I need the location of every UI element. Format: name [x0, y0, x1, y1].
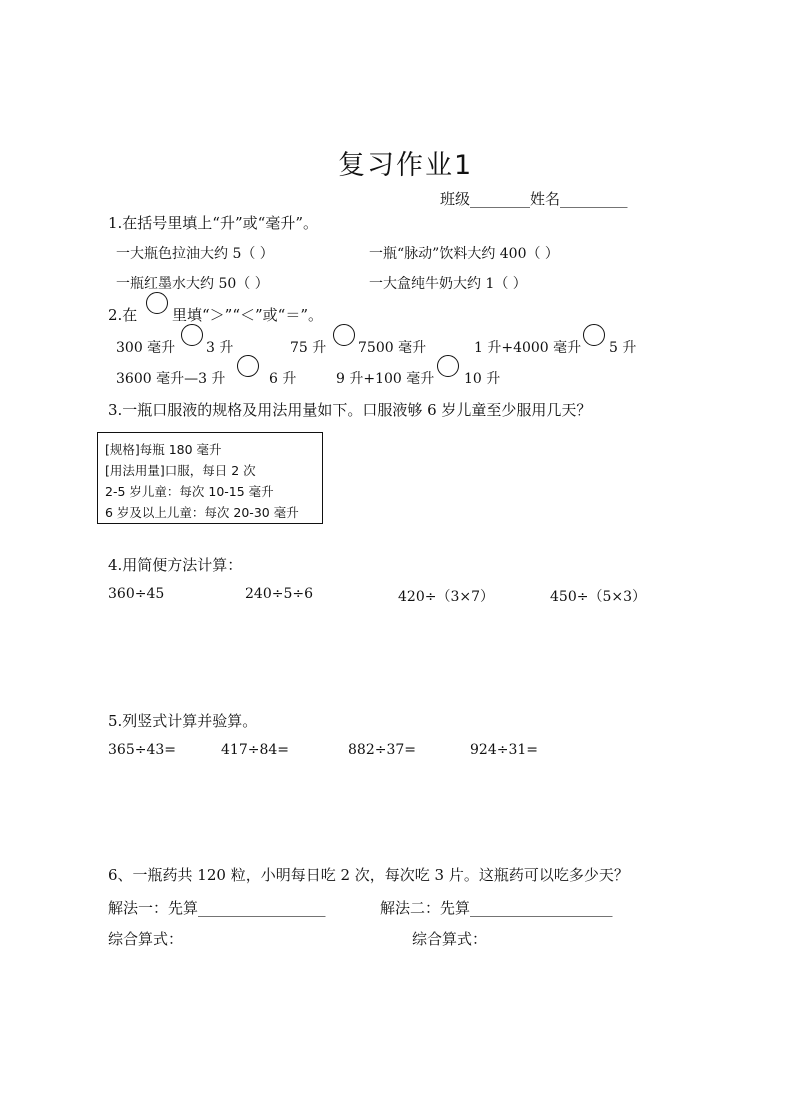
q5-item-4: 924÷31= [470, 742, 538, 758]
answer-circle-icon[interactable] [237, 355, 259, 377]
q2-r1-b: 3 升 [206, 340, 234, 356]
q5-item-2: 417÷84= [221, 742, 289, 758]
q1-item-3: 一瓶红墨水大约 50（ ） [116, 276, 269, 292]
q5-item-1: 365÷43= [108, 742, 176, 758]
q4-heading: 4.用简便方法计算： [108, 556, 243, 574]
answer-circle-icon[interactable] [333, 324, 355, 346]
q4-item-3: 420÷（3×7） [398, 589, 494, 605]
class-name-line: 班级________姓名_________ [440, 190, 628, 208]
page-title: 复习作业1 [338, 150, 474, 181]
q2-r1-e: 1 升+4000 毫升 [474, 340, 582, 356]
q6-combined-2: 综合算式： [412, 930, 488, 948]
q4-item-4: 450÷（5×3） [550, 589, 646, 605]
q2-r1-a: 300 毫升 [116, 340, 176, 356]
q1-item-2: 一瓶“脉动”饮料大约 400（ ） [369, 246, 559, 262]
q4-item-2: 240÷5÷6 [245, 586, 313, 602]
box-line-child-6plus: 6 岁及以上儿童：每次 20-30 毫升 [105, 505, 299, 520]
answer-circle-icon[interactable] [437, 355, 459, 377]
q4-item-1: 360÷45 [108, 586, 165, 602]
compare-circle-icon [146, 292, 168, 314]
q6-method-1: 解法一：先算_________________ [108, 899, 326, 917]
q5-item-3: 882÷37= [348, 742, 416, 758]
q6-combined-1: 综合算式： [108, 930, 184, 948]
q2-r2-a: 3600 毫升—3 升 [116, 371, 226, 387]
box-line-child-2-5: 2-5 岁儿童：每次 10-15 毫升 [105, 484, 274, 499]
q2-r1-f: 5 升 [609, 340, 637, 356]
q2-r1-d: 7500 毫升 [358, 340, 427, 356]
box-line-usage: [用法用量]口服，每日 2 次 [105, 463, 256, 478]
answer-circle-icon[interactable] [583, 324, 605, 346]
q2-r2-c: 9 升+100 毫升 [336, 371, 435, 387]
q1-item-1: 一大瓶色拉油大约 5（ ） [116, 246, 274, 262]
box-line-spec: [规格]每瓶 180 毫升 [105, 442, 222, 457]
q6-method-2: 解法二：先算___________________ [380, 899, 613, 917]
answer-circle-icon[interactable] [181, 324, 203, 346]
q1-heading: 1.在括号里填上“升”或“毫升”。 [108, 214, 318, 232]
q5-heading: 5.列竖式计算并验算。 [108, 712, 258, 730]
q2-r1-c: 75 升 [290, 340, 327, 356]
q2-r2-b: 6 升 [269, 371, 297, 387]
q2-r2-d: 10 升 [464, 371, 501, 387]
q2-heading-pre: 2.在 [108, 306, 138, 324]
q3-heading: 3.一瓶口服液的规格及用法用量如下。口服液够 6 岁儿童至少服用几天？ [108, 401, 592, 419]
q1-item-4: 一大盒纯牛奶大约 1（ ） [369, 276, 527, 292]
q6-heading: 6、一瓶药共 120 粒，小明每日吃 2 次，每次吃 3 片。这瓶药可以吃多少天？ [108, 866, 629, 884]
q2-heading-post: 里填“＞”“＜”或“＝”。 [172, 306, 324, 324]
